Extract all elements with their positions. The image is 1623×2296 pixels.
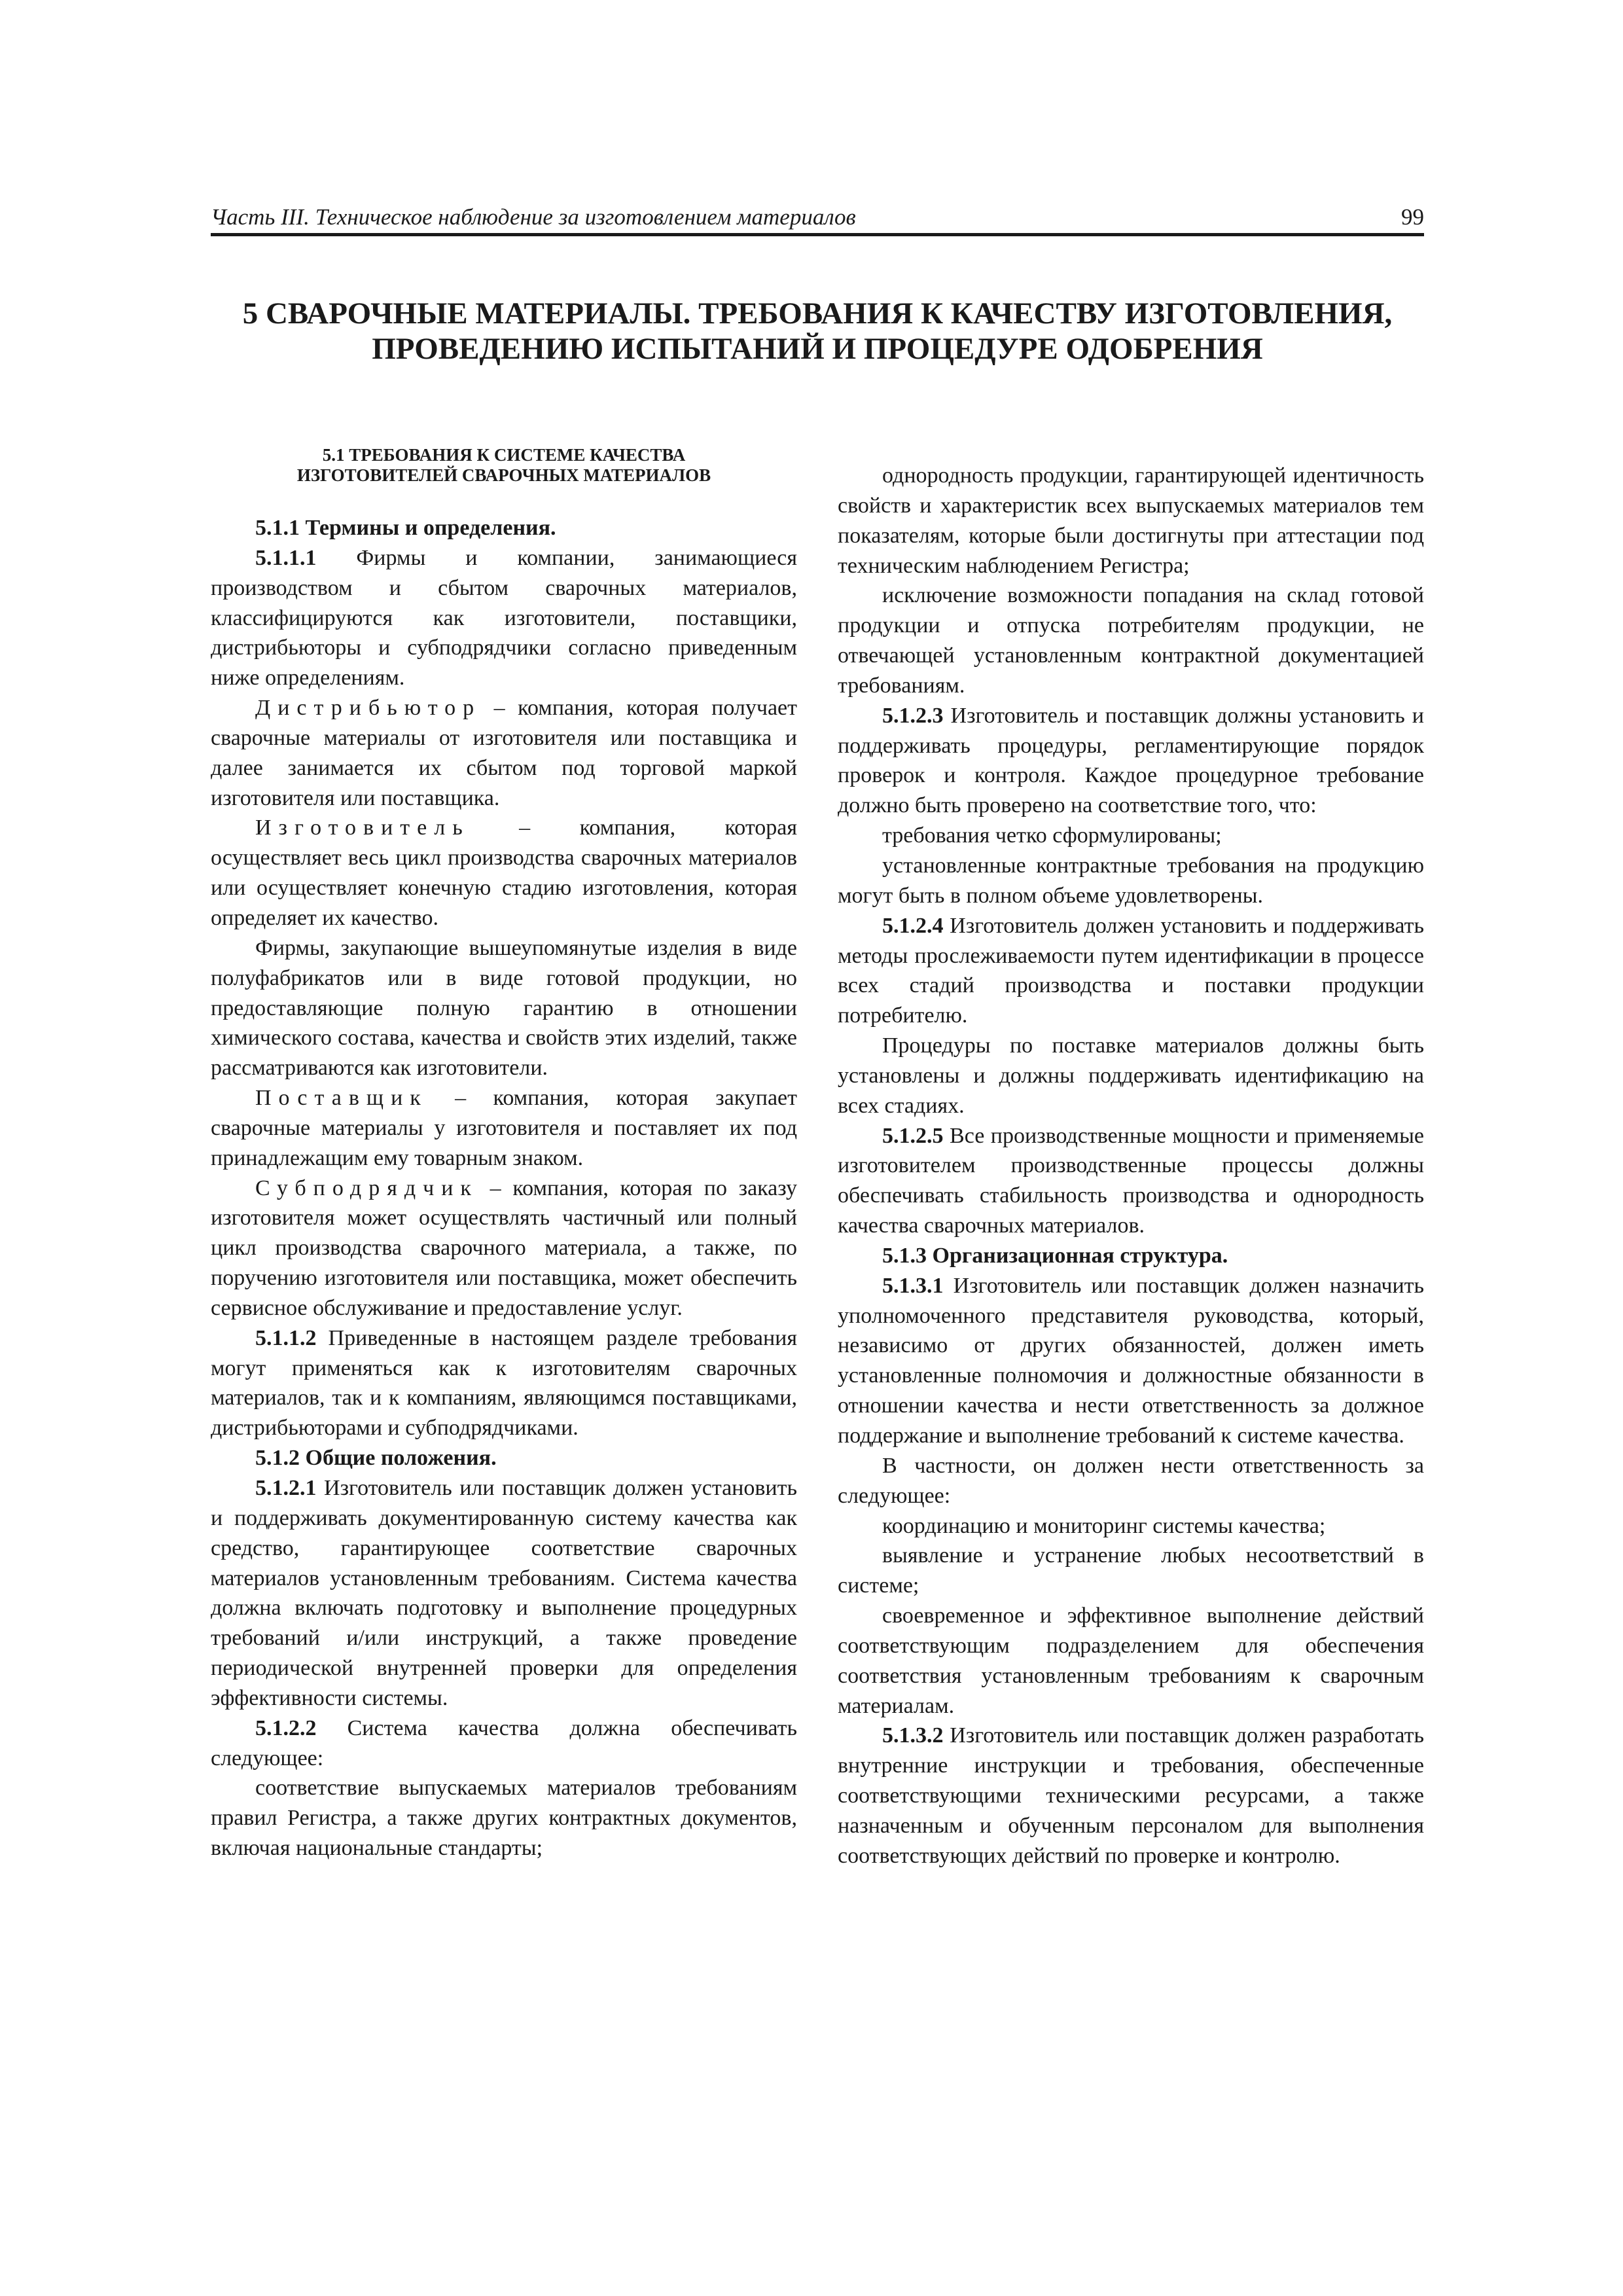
running-title: Часть III. Техническое наблюдение за изготовлением материалов bbox=[211, 204, 856, 230]
list-item-detection: выявление и устранение любых несоответствий в системе; bbox=[838, 1543, 1424, 1598]
list-item-timely: своевременное и эффективное выполнение действий соответствующим подразделением для обеспечения соответствия установленным требованиям к сварочным материалам. bbox=[838, 1604, 1424, 1718]
clause-text: Изготовитель или поставщик должен установить и поддерживать документированную систему качества как средство, гарантирующее соответствие сварочных материалов установленным требованиям. Система качества должна включать подготовку и выполнение процедурных требований и/или инструкций, а также проведение периодической внутренней проверки для определения эффективности системы. bbox=[211, 1476, 797, 1710]
clause-number: 5.1.1.1 bbox=[255, 545, 317, 570]
definition-supplier bbox=[211, 1083, 797, 1174]
running-header bbox=[211, 200, 1424, 236]
clause-text: Система качества должна обеспечивать следующее: bbox=[211, 1715, 797, 1770]
paragraph-5-1-3-2 bbox=[838, 1721, 1424, 1871]
section-title-line-1: 5.1 ТРЕБОВАНИЯ К СИСТЕМЕ КАЧЕСТВА bbox=[322, 445, 686, 465]
clause-number: 5.1.2.5 bbox=[882, 1123, 944, 1148]
clause-number: 5.1.1.2 bbox=[255, 1325, 317, 1350]
clause-text: Фирмы и компании, занимающиеся производством и сбытом сварочных материалов, классифицируются как изготовители, поставщики, дистрибьюторы и субподрядчики согласно приведенным ниже определениям. bbox=[211, 545, 797, 691]
clause-text: Изготовитель должен установить и поддерживать методы прослеживаемости путем идентификации в процессе всех стадий производства и поставки продукции потребителю. bbox=[838, 913, 1424, 1028]
right-column bbox=[838, 461, 1424, 1871]
page-number: 99 bbox=[1401, 204, 1424, 230]
clause-text: Изготовитель и поставщик должны установить и поддерживать процедуры, регламентирующие порядок проверок и контроля. Каждое процедурное требование должно быть проверено на соответствие того, что: bbox=[838, 703, 1424, 818]
clause-text: Приведенные в настоящем разделе требования могут применяться как к изготовителям сварочных материалов, так и к компаниям, являющимся поставщиками, дистрибьюторами и субподрядчиками. bbox=[211, 1325, 797, 1441]
definition-manufacturer bbox=[211, 813, 797, 933]
subsection-heading-5-1-2 bbox=[211, 1443, 797, 1473]
paragraph-particular: В частности, он должен нести ответственность за следующее: bbox=[838, 1453, 1424, 1508]
paragraph-firms: Фирмы, закупающие вышеупомянутые изделия в виде полуфабрикатов или в виде готовой продукции, но предоставляющие полную гарантию в отношении химического состава, качества и свойств этих изделий, также рассматриваются как изготовители. bbox=[211, 935, 797, 1081]
term: Субподрядчик bbox=[255, 1175, 478, 1200]
paragraph-5-1-3-1 bbox=[838, 1271, 1424, 1451]
paragraph-5-1-2-2 bbox=[211, 1713, 797, 1774]
clause-text: Изготовитель или поставщик должен разработать внутренние инструкции и требования, обеспеченные соответствующими техническими ресурсами, а также назначенным и обученным персоналом для выполнения соответствующих действий по проверке и контролю. bbox=[838, 1723, 1424, 1868]
clause-number: 5.1.2.1 bbox=[255, 1476, 317, 1500]
paragraph-5-1-2-4 bbox=[838, 911, 1424, 1031]
definition-subcontractor bbox=[211, 1174, 797, 1323]
paragraph-procedures: Процедуры по поставке материалов должны быть установлены и должны поддерживать идентификацию на всех стадиях. bbox=[838, 1033, 1424, 1118]
definition-text: – компания, которая закупает сварочные материалы у изготовителя и поставляет их под принадлежащим ему товарным знаком. bbox=[211, 1086, 797, 1170]
clause-number: 5.1.2.2 bbox=[255, 1715, 317, 1740]
heading-text: 5.1.1 Термины и определения. bbox=[255, 516, 556, 540]
paragraph-5-1-2-5 bbox=[838, 1121, 1424, 1241]
paragraph-5-1-2-1 bbox=[211, 1473, 797, 1713]
left-column bbox=[211, 445, 797, 1863]
definition-distributor bbox=[211, 693, 797, 813]
heading-text: 5.1.2 Общие положения. bbox=[255, 1446, 497, 1471]
list-item-contract-requirements: установленные контрактные требования на продукцию могут быть в полном объеме удовлетворены. bbox=[838, 853, 1424, 908]
chapter-title-line-1: 5 СВАРОЧНЫЕ МАТЕРИАЛЫ. ТРЕБОВАНИЯ К КАЧЕСТВУ ИЗГОТОВЛЕНИЯ, bbox=[242, 296, 1393, 331]
clause-text: Все производственные мощности и применяемые изготовителем производственные процессы должны обеспечивать стабильность производства и однородность качества сварочных материалов. bbox=[838, 1123, 1424, 1238]
list-item-coordination: координацию и мониторинг системы качества; bbox=[882, 1513, 1326, 1538]
definition-text: – компания, которая осуществляет весь цикл производства сварочных материалов или осуществляет конечную стадию изготовления, которая определяет их качество. bbox=[211, 816, 797, 930]
subsection-heading-5-1-1 bbox=[211, 513, 797, 543]
section-title-line-2: ИЗГОТОВИТЕЛЕЙ СВАРОЧНЫХ МАТЕРИАЛОВ bbox=[296, 465, 711, 485]
paragraph-5-1-1-1 bbox=[211, 543, 797, 693]
term: Дистрибьютор bbox=[255, 696, 482, 721]
heading-text: 5.1.3 Организационная структура. bbox=[882, 1243, 1228, 1268]
list-item-homogeneity: однородность продукции, гарантирующей идентичность свойств и характеристик всех выпускаемых материалов тем показателям, которые были достигнуты при аттестации под техническим наблюдением Регистра; bbox=[838, 463, 1424, 578]
chapter-title-line-2: ПРОВЕДЕНИЮ ИСПЫТАНИЙ И ПРОЦЕДУРЕ ОДОБРЕНИЯ bbox=[372, 332, 1263, 366]
clause-number: 5.1.2.3 bbox=[882, 703, 944, 728]
definition-text: – компания, которая по заказу изготовителя может осуществлять частичный или полный цикл производства сварочного материала, а также, по поручению изготовителя или поставщика, может обеспечить сервисное обслуживание и предоставление услуг. bbox=[211, 1175, 797, 1320]
clause-number: 5.1.3.2 bbox=[882, 1723, 944, 1748]
list-item-conformity: соответствие выпускаемых материалов требованиям правил Регистра, а также других контрактных документов, включая национальные стандарты; bbox=[211, 1776, 797, 1861]
term: Изготовитель bbox=[255, 816, 470, 840]
clause-number: 5.1.3.1 bbox=[882, 1273, 944, 1298]
definition-text: – компания, которая получает сварочные материалы от изготовителя или поставщика и далее занимается их сбытом под торговой маркой изготовителя или поставщика. bbox=[211, 696, 797, 810]
paragraph-5-1-1-2 bbox=[211, 1323, 797, 1443]
term: Поставщик bbox=[255, 1086, 428, 1111]
section-title bbox=[211, 445, 797, 486]
list-item-exclusion: исключение возможности попадания на склад готовой продукции и отпуска потребителям продукции, не отвечающей установленным контрактной документацией требованиям. bbox=[838, 583, 1424, 698]
clause-number: 5.1.2.4 bbox=[882, 913, 944, 938]
subsection-heading-5-1-3 bbox=[838, 1241, 1424, 1271]
chapter-title bbox=[211, 296, 1424, 367]
list-item-clear-requirements: требования четко сформулированы; bbox=[882, 823, 1222, 848]
paragraph-5-1-2-3 bbox=[838, 701, 1424, 821]
clause-text: Изготовитель или поставщик должен назначить уполномоченного представителя руководства, который, независимо от других обязанностей, должен иметь установленные полномочия и должностные обязанности в отношении качества и нести ответственность за должное поддержание и выполнение требований к системе качества. bbox=[838, 1273, 1424, 1448]
